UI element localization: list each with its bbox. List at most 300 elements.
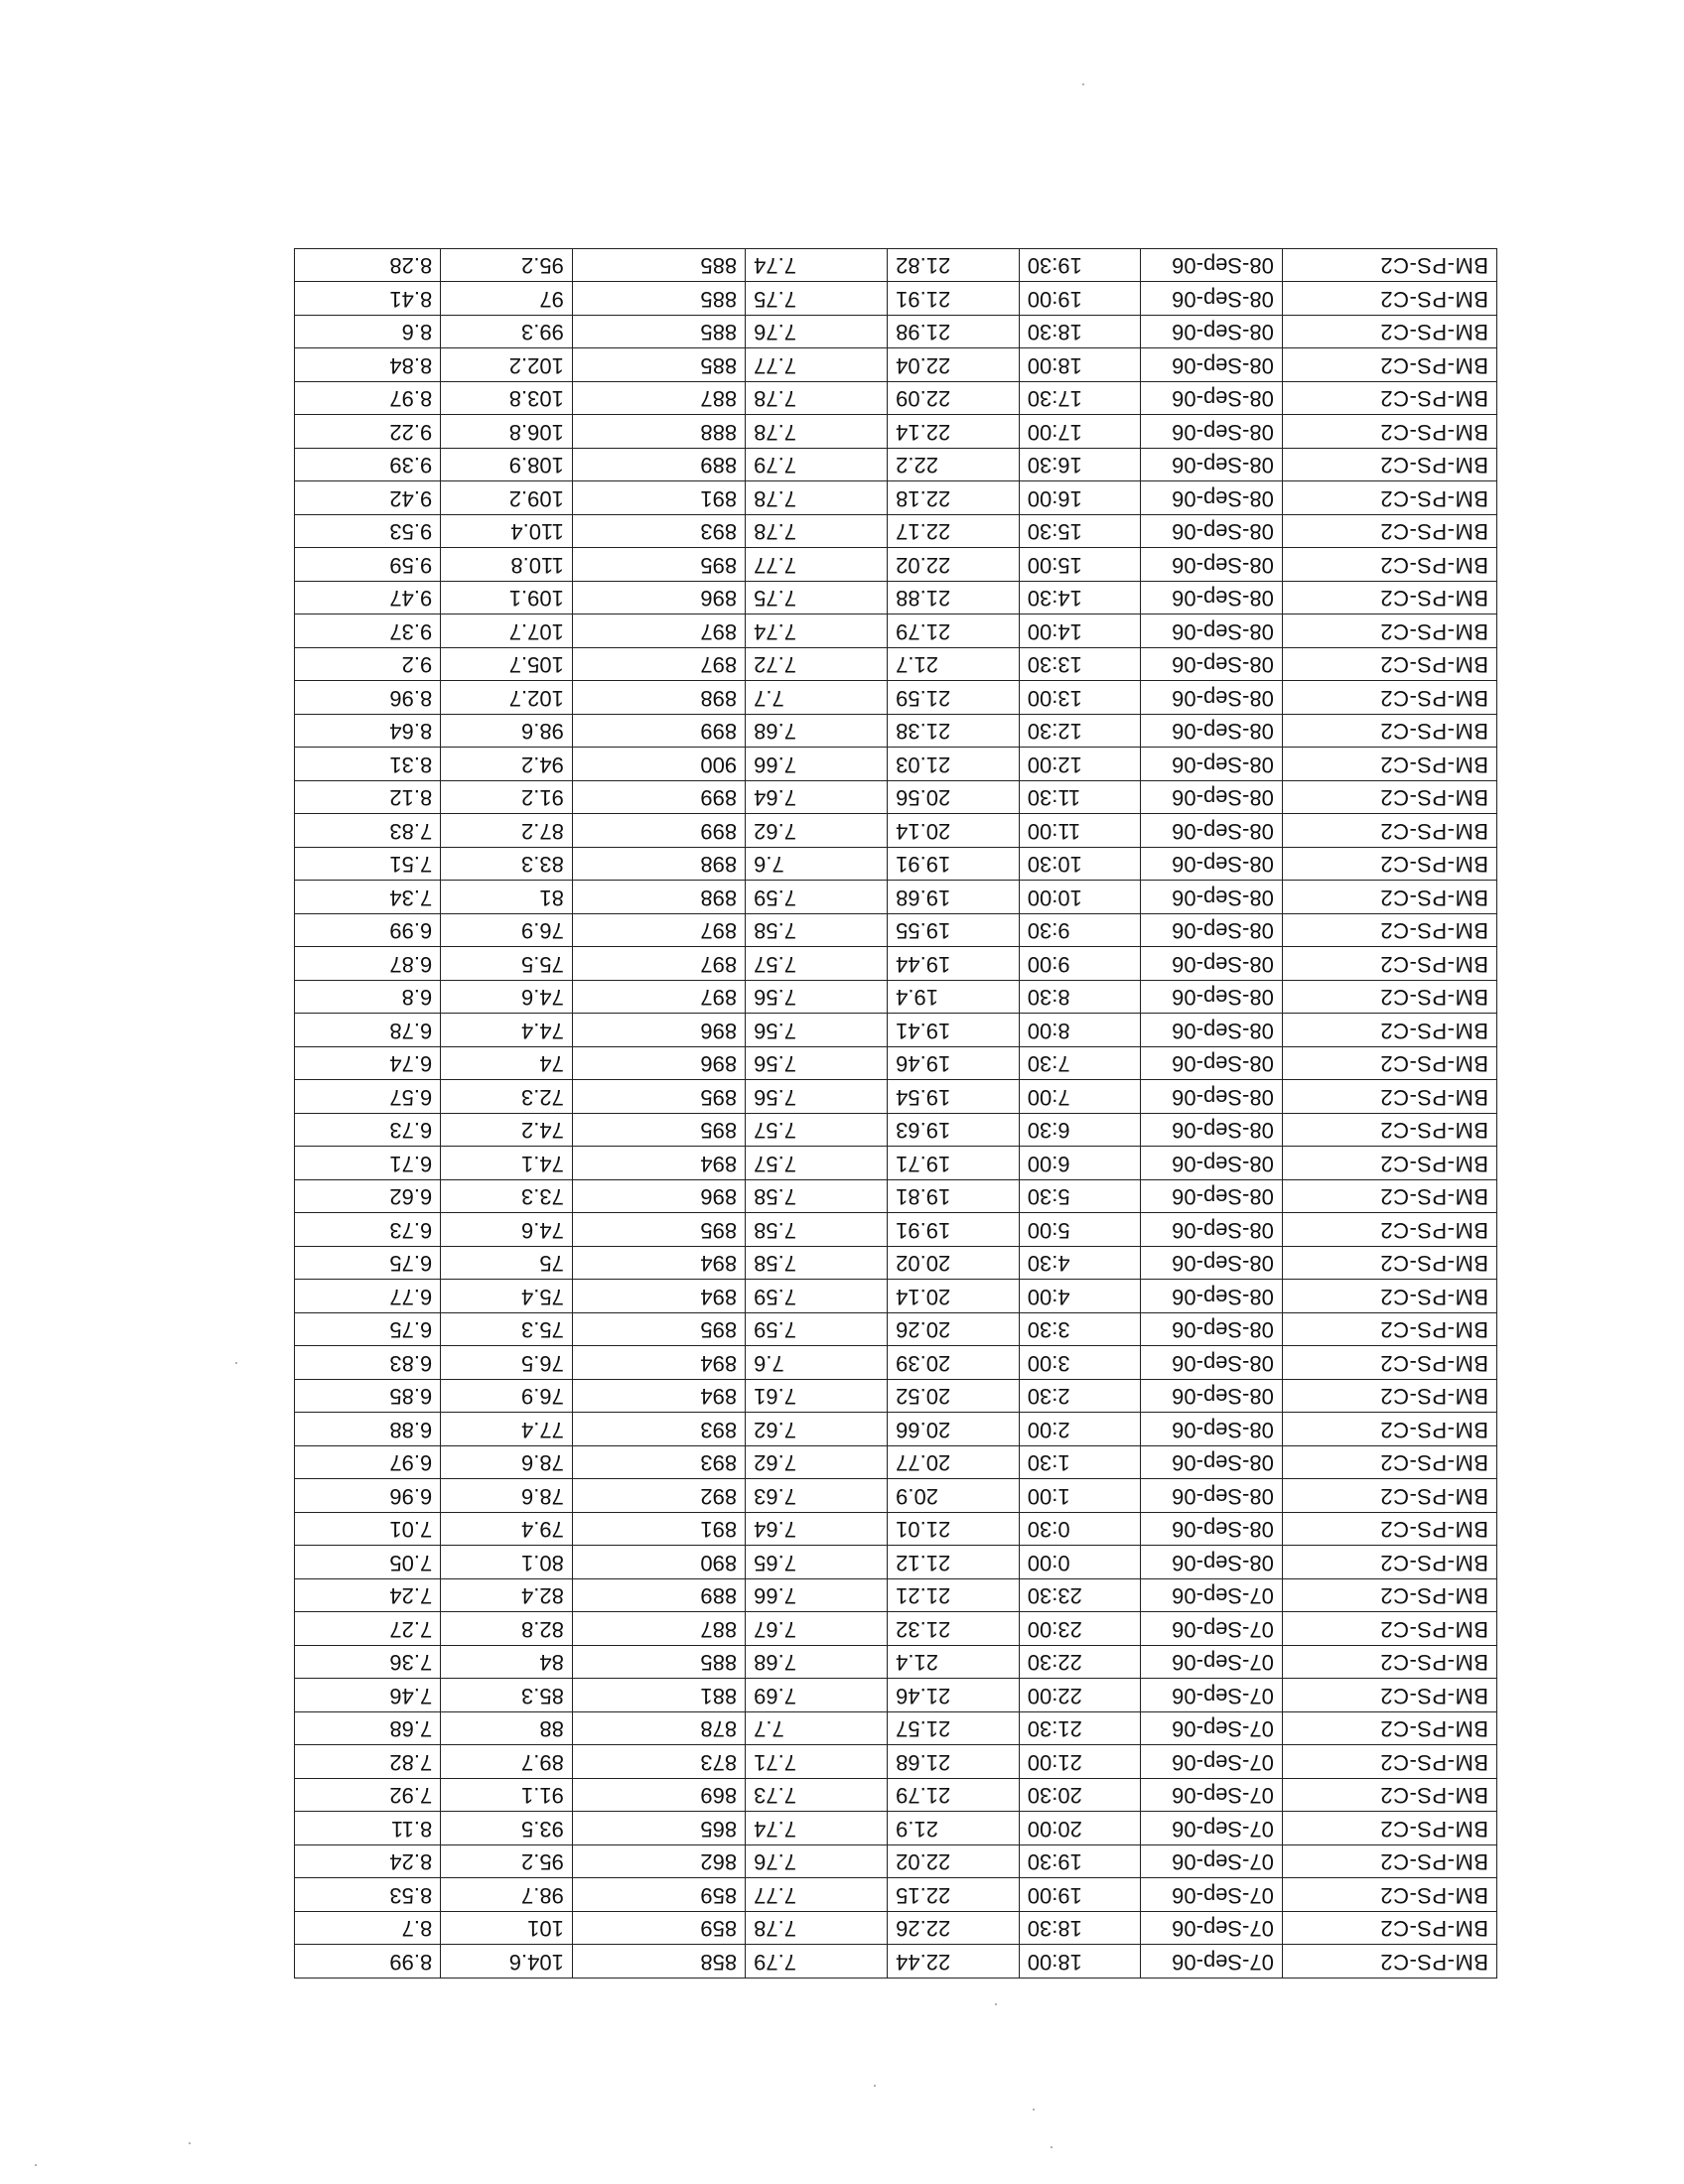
table-row: [295, 316, 1497, 349]
ph-cell: 7.69: [746, 1679, 888, 1712]
table-row: [295, 1047, 1497, 1081]
do-percent-cell: 101: [441, 1912, 573, 1946]
do-percent-cell: 98.7: [441, 1878, 573, 1912]
temperature-cell: 20.02: [888, 1247, 1020, 1281]
date-cell: 08-Sep-06: [1140, 814, 1282, 848]
table-row: [295, 748, 1497, 781]
temperature-cell: 21.38: [888, 715, 1020, 749]
conductivity-cell: 897: [572, 981, 745, 1015]
time-cell: 22:00: [1019, 1679, 1140, 1712]
conductivity-cell: 889: [572, 1579, 745, 1613]
do-percent-cell: 106.8: [441, 415, 573, 449]
table-row: [295, 781, 1497, 815]
do-percent-cell: 87.2: [441, 814, 573, 848]
temperature-cell: 19.55: [888, 914, 1020, 948]
conductivity-cell: 891: [572, 481, 745, 515]
scan-speck: [1033, 2109, 1035, 2111]
station-cell: BM-PS-C2: [1282, 881, 1496, 914]
station-cell: BM-PS-C2: [1282, 481, 1496, 515]
temperature-cell: 22.04: [888, 348, 1020, 382]
do-mgl-cell: 7.05: [295, 1546, 441, 1579]
date-cell: 08-Sep-06: [1140, 681, 1282, 715]
conductivity-cell: 896: [572, 1180, 745, 1214]
do-mgl-cell: 8.84: [295, 348, 441, 382]
conductivity-cell: 893: [572, 1446, 745, 1480]
station-cell: BM-PS-C2: [1282, 848, 1496, 882]
date-cell: 08-Sep-06: [1140, 748, 1282, 781]
date-cell: 08-Sep-06: [1140, 1546, 1282, 1579]
date-cell: 08-Sep-06: [1140, 582, 1282, 615]
table-row: [295, 1812, 1497, 1845]
conductivity-cell: 859: [572, 1912, 745, 1946]
ph-cell: 7.57: [746, 1114, 888, 1148]
do-mgl-cell: 7.92: [295, 1779, 441, 1813]
station-cell: BM-PS-C2: [1282, 1878, 1496, 1912]
date-cell: 08-Sep-06: [1140, 981, 1282, 1015]
do-percent-cell: 110.4: [441, 515, 573, 549]
do-percent-cell: 75: [441, 1247, 573, 1281]
table-row: [295, 1280, 1497, 1313]
date-cell: 07-Sep-06: [1140, 1679, 1282, 1712]
conductivity-cell: 898: [572, 881, 745, 914]
station-cell: BM-PS-C2: [1282, 282, 1496, 316]
temperature-cell: 20.77: [888, 1446, 1020, 1480]
conductivity-cell: 887: [572, 1612, 745, 1646]
time-cell: 5:00: [1019, 1213, 1140, 1247]
ph-cell: 7.57: [746, 1147, 888, 1180]
do-percent-cell: 74.6: [441, 981, 573, 1015]
do-mgl-cell: 8.41: [295, 282, 441, 316]
ph-cell: 7.62: [746, 1413, 888, 1446]
do-mgl-cell: 6.8: [295, 981, 441, 1015]
ph-cell: 7.75: [746, 282, 888, 316]
table-row: [295, 1878, 1497, 1912]
time-cell: 4:00: [1019, 1280, 1140, 1313]
ph-cell: 7.59: [746, 1280, 888, 1313]
ph-cell: 7.7: [746, 1712, 888, 1746]
conductivity-cell: 885: [572, 282, 745, 316]
station-cell: BM-PS-C2: [1282, 1014, 1496, 1047]
station-cell: BM-PS-C2: [1282, 914, 1496, 948]
do-percent-cell: 85.3: [441, 1679, 573, 1712]
scan-speck: [874, 2085, 876, 2087]
do-mgl-cell: 8.53: [295, 1878, 441, 1912]
conductivity-cell: 895: [572, 548, 745, 582]
do-mgl-cell: 8.96: [295, 681, 441, 715]
do-mgl-cell: 7.46: [295, 1679, 441, 1712]
conductivity-cell: 887: [572, 382, 745, 416]
do-mgl-cell: 8.64: [295, 715, 441, 749]
do-percent-cell: 74.1: [441, 1147, 573, 1180]
time-cell: 20:30: [1019, 1779, 1140, 1813]
table-row: [295, 681, 1497, 715]
date-cell: 07-Sep-06: [1140, 1878, 1282, 1912]
conductivity-cell: 896: [572, 582, 745, 615]
do-percent-cell: 76.9: [441, 914, 573, 948]
do-mgl-cell: 6.73: [295, 1114, 441, 1148]
time-cell: 23:00: [1019, 1612, 1140, 1646]
temperature-cell: 20.56: [888, 781, 1020, 815]
ph-cell: 7.77: [746, 348, 888, 382]
station-cell: BM-PS-C2: [1282, 1945, 1496, 1979]
do-percent-cell: 78.6: [441, 1479, 573, 1513]
ph-cell: 7.74: [746, 249, 888, 283]
do-percent-cell: 95.2: [441, 1845, 573, 1879]
date-cell: 08-Sep-06: [1140, 1413, 1282, 1446]
station-cell: BM-PS-C2: [1282, 1346, 1496, 1380]
do-percent-cell: 103.8: [441, 382, 573, 416]
table-row: [295, 1679, 1497, 1712]
time-cell: 11:00: [1019, 814, 1140, 848]
temperature-cell: 21.32: [888, 1612, 1020, 1646]
station-cell: BM-PS-C2: [1282, 316, 1496, 349]
do-percent-cell: 75.5: [441, 947, 573, 981]
date-cell: 08-Sep-06: [1140, 481, 1282, 515]
temperature-cell: 22.2: [888, 449, 1020, 482]
temperature-cell: 22.02: [888, 548, 1020, 582]
table-row: [295, 1845, 1497, 1879]
temperature-cell: 22.15: [888, 1878, 1020, 1912]
conductivity-cell: 869: [572, 1779, 745, 1813]
temperature-cell: 19.46: [888, 1047, 1020, 1081]
do-mgl-cell: 6.97: [295, 1446, 441, 1480]
date-cell: 07-Sep-06: [1140, 1579, 1282, 1613]
temperature-cell: 21.21: [888, 1579, 1020, 1613]
do-percent-cell: 109.2: [441, 481, 573, 515]
do-mgl-cell: 6.96: [295, 1479, 441, 1513]
temperature-cell: 21.57: [888, 1712, 1020, 1746]
conductivity-cell: 890: [572, 1546, 745, 1579]
do-mgl-cell: 6.71: [295, 1147, 441, 1180]
table-row: [295, 382, 1497, 416]
conductivity-cell: 894: [572, 1346, 745, 1380]
ph-cell: 7.66: [746, 1579, 888, 1613]
table-row: [295, 1513, 1497, 1547]
temperature-cell: 21.68: [888, 1745, 1020, 1779]
conductivity-cell: 897: [572, 914, 745, 948]
conductivity-cell: 895: [572, 1313, 745, 1347]
station-cell: BM-PS-C2: [1282, 1413, 1496, 1446]
temperature-cell: 21.82: [888, 249, 1020, 283]
station-cell: BM-PS-C2: [1282, 1779, 1496, 1813]
station-cell: BM-PS-C2: [1282, 814, 1496, 848]
time-cell: 17:00: [1019, 415, 1140, 449]
station-cell: BM-PS-C2: [1282, 1679, 1496, 1712]
time-cell: 21:30: [1019, 1712, 1140, 1746]
date-cell: 08-Sep-06: [1140, 1180, 1282, 1214]
do-mgl-cell: 8.31: [295, 748, 441, 781]
do-mgl-cell: 6.99: [295, 914, 441, 948]
ph-cell: 7.77: [746, 548, 888, 582]
do-percent-cell: 93.5: [441, 1812, 573, 1845]
station-cell: BM-PS-C2: [1282, 1912, 1496, 1946]
temperature-cell: 22.09: [888, 382, 1020, 416]
temperature-cell: 20.66: [888, 1413, 1020, 1446]
do-percent-cell: 94.2: [441, 748, 573, 781]
conductivity-cell: 896: [572, 1047, 745, 1081]
do-mgl-cell: 7.68: [295, 1712, 441, 1746]
do-mgl-cell: 6.75: [295, 1247, 441, 1281]
date-cell: 08-Sep-06: [1140, 415, 1282, 449]
do-percent-cell: 102.7: [441, 681, 573, 715]
ph-cell: 7.68: [746, 715, 888, 749]
table-row: [295, 249, 1497, 283]
do-percent-cell: 107.7: [441, 614, 573, 648]
ph-cell: 7.78: [746, 515, 888, 549]
table-row: [295, 848, 1497, 882]
ph-cell: 7.77: [746, 1878, 888, 1912]
temperature-cell: 21.79: [888, 1779, 1020, 1813]
do-mgl-cell: 6.75: [295, 1313, 441, 1347]
do-percent-cell: 76.5: [441, 1346, 573, 1380]
station-cell: BM-PS-C2: [1282, 1745, 1496, 1779]
ph-cell: 7.68: [746, 1646, 888, 1680]
do-percent-cell: 110.8: [441, 548, 573, 582]
station-cell: BM-PS-C2: [1282, 1812, 1496, 1845]
date-cell: 07-Sep-06: [1140, 1779, 1282, 1813]
date-cell: 08-Sep-06: [1140, 1114, 1282, 1148]
do-mgl-cell: 8.12: [295, 781, 441, 815]
conductivity-cell: 885: [572, 1646, 745, 1680]
table-row: [295, 1147, 1497, 1180]
temperature-cell: 20.14: [888, 1280, 1020, 1313]
do-mgl-cell: 7.51: [295, 848, 441, 882]
station-cell: BM-PS-C2: [1282, 1213, 1496, 1247]
table-row: [295, 914, 1497, 948]
conductivity-cell: 895: [572, 1080, 745, 1114]
time-cell: 18:00: [1019, 348, 1140, 382]
temperature-cell: 21.88: [888, 582, 1020, 615]
station-cell: BM-PS-C2: [1282, 614, 1496, 648]
do-percent-cell: 74.4: [441, 1014, 573, 1047]
do-mgl-cell: 7.36: [295, 1646, 441, 1680]
conductivity-cell: 899: [572, 781, 745, 815]
table-row: [295, 1413, 1497, 1446]
conductivity-cell: 894: [572, 1380, 745, 1414]
conductivity-cell: 894: [572, 1247, 745, 1281]
station-cell: BM-PS-C2: [1282, 1712, 1496, 1746]
time-cell: 0:00: [1019, 1546, 1140, 1579]
station-cell: BM-PS-C2: [1282, 1513, 1496, 1547]
time-cell: 16:30: [1019, 449, 1140, 482]
time-cell: 9:00: [1019, 947, 1140, 981]
do-percent-cell: 95.2: [441, 249, 573, 283]
temperature-cell: 19.81: [888, 1180, 1020, 1214]
time-cell: 19:00: [1019, 282, 1140, 316]
time-cell: 23:30: [1019, 1579, 1140, 1613]
ph-cell: 7.67: [746, 1612, 888, 1646]
do-mgl-cell: 7.27: [295, 1612, 441, 1646]
date-cell: 08-Sep-06: [1140, 715, 1282, 749]
station-cell: BM-PS-C2: [1282, 515, 1496, 549]
scan-speck: [1082, 83, 1084, 85]
do-mgl-cell: 8.97: [295, 382, 441, 416]
table-row: [295, 648, 1497, 682]
do-mgl-cell: 6.62: [295, 1180, 441, 1214]
station-cell: BM-PS-C2: [1282, 681, 1496, 715]
conductivity-cell: 888: [572, 415, 745, 449]
conductivity-cell: 899: [572, 715, 745, 749]
table-row: [295, 1180, 1497, 1214]
temperature-cell: 21.98: [888, 316, 1020, 349]
station-cell: BM-PS-C2: [1282, 981, 1496, 1015]
ph-cell: 7.62: [746, 814, 888, 848]
temperature-cell: 20.26: [888, 1313, 1020, 1347]
time-cell: 17:30: [1019, 382, 1140, 416]
table-row: [295, 1479, 1497, 1513]
conductivity-cell: 859: [572, 1878, 745, 1912]
temperature-cell: 19.41: [888, 1014, 1020, 1047]
time-cell: 9:30: [1019, 914, 1140, 948]
table-row: [295, 515, 1497, 549]
time-cell: 18:00: [1019, 1945, 1140, 1979]
do-percent-cell: 91.2: [441, 781, 573, 815]
station-cell: BM-PS-C2: [1282, 1280, 1496, 1313]
time-cell: 7:00: [1019, 1080, 1140, 1114]
temperature-cell: 21.4: [888, 1646, 1020, 1680]
station-cell: BM-PS-C2: [1282, 449, 1496, 482]
station-cell: BM-PS-C2: [1282, 1247, 1496, 1281]
station-cell: BM-PS-C2: [1282, 1845, 1496, 1879]
time-cell: 8:00: [1019, 1014, 1140, 1047]
do-percent-cell: 104.6: [441, 1945, 573, 1979]
temperature-cell: 19.63: [888, 1114, 1020, 1148]
table-row: [295, 1712, 1497, 1746]
conductivity-cell: 858: [572, 1945, 745, 1979]
date-cell: 08-Sep-06: [1140, 348, 1282, 382]
ph-cell: 7.79: [746, 449, 888, 482]
temperature-cell: 19.68: [888, 881, 1020, 914]
temperature-cell: 22.18: [888, 481, 1020, 515]
time-cell: 19:30: [1019, 249, 1140, 283]
date-cell: 08-Sep-06: [1140, 282, 1282, 316]
station-cell: BM-PS-C2: [1282, 1546, 1496, 1579]
conductivity-cell: 898: [572, 848, 745, 882]
date-cell: 08-Sep-06: [1140, 249, 1282, 283]
temperature-cell: 22.26: [888, 1912, 1020, 1946]
ph-cell: 7.56: [746, 1047, 888, 1081]
time-cell: 3:00: [1019, 1346, 1140, 1380]
ph-cell: 7.78: [746, 1912, 888, 1946]
table-row: [295, 1646, 1497, 1680]
conductivity-cell: 862: [572, 1845, 745, 1879]
table-row: [295, 1247, 1497, 1281]
ph-cell: 7.62: [746, 1446, 888, 1480]
do-mgl-cell: 7.34: [295, 881, 441, 914]
temperature-cell: 19.91: [888, 848, 1020, 882]
date-cell: 08-Sep-06: [1140, 947, 1282, 981]
time-cell: 5:30: [1019, 1180, 1140, 1214]
ph-cell: 7.74: [746, 614, 888, 648]
date-cell: 08-Sep-06: [1140, 382, 1282, 416]
do-percent-cell: 109.1: [441, 582, 573, 615]
ph-cell: 7.65: [746, 1546, 888, 1579]
do-percent-cell: 72.3: [441, 1080, 573, 1114]
table-row: [295, 881, 1497, 914]
ph-cell: 7.7: [746, 681, 888, 715]
conductivity-cell: 878: [572, 1712, 745, 1746]
date-cell: 08-Sep-06: [1140, 1313, 1282, 1347]
date-cell: 08-Sep-06: [1140, 1213, 1282, 1247]
data-table: [294, 248, 1497, 1979]
date-cell: 07-Sep-06: [1140, 1912, 1282, 1946]
date-cell: 08-Sep-06: [1140, 515, 1282, 549]
do-mgl-cell: 9.47: [295, 582, 441, 615]
date-cell: 08-Sep-06: [1140, 548, 1282, 582]
station-cell: BM-PS-C2: [1282, 348, 1496, 382]
time-cell: 6:00: [1019, 1147, 1140, 1180]
time-cell: 21:00: [1019, 1745, 1140, 1779]
table-row: [295, 1114, 1497, 1148]
date-cell: 08-Sep-06: [1140, 1479, 1282, 1513]
temperature-cell: 21.12: [888, 1546, 1020, 1579]
time-cell: 3:30: [1019, 1313, 1140, 1347]
ph-cell: 7.78: [746, 382, 888, 416]
station-cell: BM-PS-C2: [1282, 1047, 1496, 1081]
table-row: [295, 1346, 1497, 1380]
do-mgl-cell: 9.42: [295, 481, 441, 515]
do-percent-cell: 74.2: [441, 1114, 573, 1148]
time-cell: 12:30: [1019, 715, 1140, 749]
time-cell: 10:00: [1019, 881, 1140, 914]
station-cell: BM-PS-C2: [1282, 1646, 1496, 1680]
temperature-cell: 21.03: [888, 748, 1020, 781]
ph-cell: 7.74: [746, 1812, 888, 1845]
station-cell: BM-PS-C2: [1282, 1147, 1496, 1180]
ph-cell: 7.58: [746, 1213, 888, 1247]
time-cell: 13:00: [1019, 681, 1140, 715]
conductivity-cell: 900: [572, 748, 745, 781]
table-row: [295, 1313, 1497, 1347]
do-percent-cell: 84: [441, 1646, 573, 1680]
time-cell: 2:30: [1019, 1380, 1140, 1414]
do-mgl-cell: 6.85: [295, 1380, 441, 1414]
scan-speck: [235, 1362, 237, 1364]
conductivity-cell: 894: [572, 1280, 745, 1313]
date-cell: 08-Sep-06: [1140, 614, 1282, 648]
station-cell: BM-PS-C2: [1282, 1579, 1496, 1613]
do-percent-cell: 89.7: [441, 1745, 573, 1779]
date-cell: 08-Sep-06: [1140, 449, 1282, 482]
ph-cell: 7.71: [746, 1745, 888, 1779]
do-percent-cell: 81: [441, 881, 573, 914]
date-cell: 08-Sep-06: [1140, 914, 1282, 948]
conductivity-cell: 897: [572, 614, 745, 648]
conductivity-cell: 895: [572, 1114, 745, 1148]
conductivity-cell: 892: [572, 1479, 745, 1513]
conductivity-cell: 885: [572, 348, 745, 382]
temperature-cell: 19.44: [888, 947, 1020, 981]
do-mgl-cell: 7.83: [295, 814, 441, 848]
time-cell: 13:30: [1019, 648, 1140, 682]
do-percent-cell: 77.4: [441, 1413, 573, 1446]
station-cell: BM-PS-C2: [1282, 1446, 1496, 1480]
temperature-cell: 19.91: [888, 1213, 1020, 1247]
ph-cell: 7.64: [746, 1513, 888, 1547]
temperature-cell: 21.79: [888, 614, 1020, 648]
do-percent-cell: 78.6: [441, 1446, 573, 1480]
time-cell: 7:30: [1019, 1047, 1140, 1081]
do-mgl-cell: 9.2: [295, 648, 441, 682]
ph-cell: 7.66: [746, 748, 888, 781]
time-cell: 6:30: [1019, 1114, 1140, 1148]
ph-cell: 7.78: [746, 415, 888, 449]
date-cell: 08-Sep-06: [1140, 648, 1282, 682]
time-cell: 14:30: [1019, 582, 1140, 615]
table-row: [295, 1446, 1497, 1480]
station-cell: BM-PS-C2: [1282, 715, 1496, 749]
do-mgl-cell: 9.53: [295, 515, 441, 549]
